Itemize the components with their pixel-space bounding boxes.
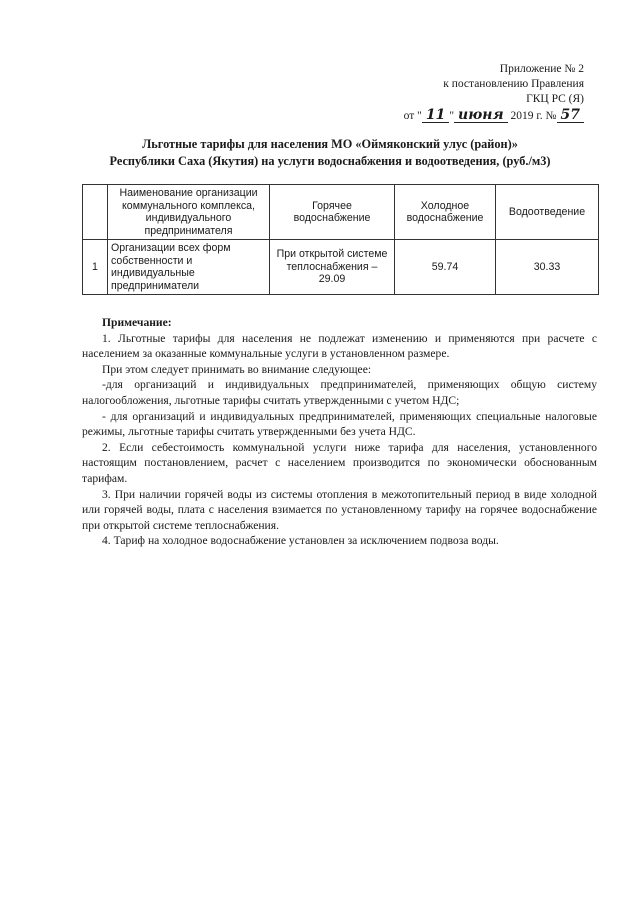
cell-no: 1 bbox=[83, 240, 108, 295]
appendix-header bbox=[404, 62, 584, 124]
notes-section bbox=[82, 315, 597, 549]
note-paragraph-1: 1. Льготные тарифы для населения не подлежат изменению и применяются при расчете с населением за оказанные коммунальные услуги в установленном размере. bbox=[82, 331, 597, 361]
date-prefix: от " bbox=[403, 110, 422, 122]
header-cold-water: Холодное водоснабжение bbox=[395, 185, 496, 240]
note-paragraph-2: При этом следует принимать во внимание следующее: bbox=[102, 362, 372, 376]
cell-sewerage: 30.33 bbox=[496, 240, 599, 295]
note-paragraph-6: 3. При наличии горячей воды из системы отопления в межотопительный период в виде холодной или горячей воды, плата с населения взимается по установленному тарифу на горячее водоснабжение при открытой системе теплоснабжения. bbox=[82, 487, 597, 532]
table-header-row bbox=[83, 185, 599, 240]
title-line-2: Республики Саха (Якутия) на услуги водоснабжения и водоотведения, (руб./м3) bbox=[109, 154, 551, 168]
title-line-1: Льготные тарифы для населения МО «Оймяконский улус (район)» bbox=[142, 137, 518, 151]
header-hot-water: Горячее водоснабжение bbox=[270, 185, 395, 240]
note-paragraph-3: -для организаций и индивидуальных предпринимателей, применяющих общую систему налогообложения, льготные тарифы считать утвержденными с учетом НДС; bbox=[82, 378, 597, 407]
notes-heading: Примечание: bbox=[102, 316, 172, 329]
header-organization: Наименование организации коммунального комплекса, индивидуального предпринимателя bbox=[108, 185, 270, 240]
note-paragraph-5: 2. Если себестоимость коммунальной услуги ниже тарифа для населения, установленного настоящим постановлением, расчет с населением производится по экономически обоснованным тарифам. bbox=[82, 440, 597, 485]
cell-organization: Организации всех форм собственности и индивидуальные предприниматели bbox=[108, 240, 270, 295]
appendix-authority: ГКЦ РС (Я) bbox=[526, 93, 584, 105]
table-row bbox=[83, 240, 599, 295]
note-paragraph-7: 4. Тариф на холодное водоснабжение установлен за исключением подвоза воды. bbox=[102, 534, 499, 548]
appendix-dateline bbox=[404, 108, 584, 124]
cell-hot-water: При открытой системе теплоснабжения – 29.09 bbox=[270, 240, 395, 295]
appendix-title: Приложение № 2 bbox=[499, 63, 584, 75]
decree-number: 57 bbox=[557, 108, 584, 123]
date-day: 11 bbox=[422, 108, 449, 123]
date-quote: " bbox=[449, 110, 455, 122]
appendix-decree-ref: к постановлению Правления bbox=[443, 78, 584, 90]
header-no bbox=[83, 185, 108, 240]
header-sewerage: Водоотведение bbox=[496, 185, 599, 240]
date-year: 2019 г. № bbox=[507, 110, 557, 122]
document-title bbox=[60, 136, 600, 170]
tariff-table bbox=[82, 184, 599, 295]
cell-cold-water: 59.74 bbox=[395, 240, 496, 295]
date-month: июня bbox=[454, 108, 508, 123]
note-paragraph-4: - для организаций и индивидуальных предпринимателей, применяющих специальные налоговые режимы, льготные тарифы считать утвержденными без учета НДС. bbox=[82, 409, 597, 439]
